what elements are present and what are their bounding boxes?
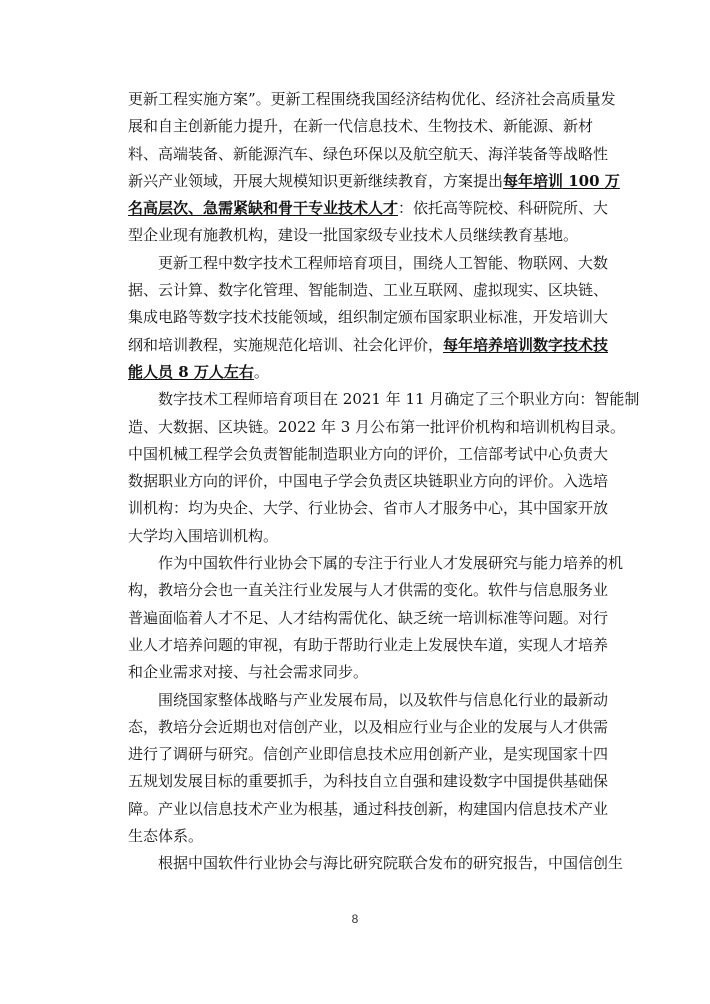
highlighted-text: 能人员 8 万人左右 bbox=[128, 362, 254, 381]
body-text bbox=[128, 86, 640, 878]
paragraph bbox=[128, 250, 609, 386]
text-line bbox=[128, 632, 609, 659]
text-segment: 普遍面临着人才不足、人才结构需优化、缺乏统一培训标准等问题。对行 bbox=[128, 608, 609, 627]
text-segment: 围绕国家整体战略与产业发展布局，以及软件与信息化行业的最新动 bbox=[158, 690, 609, 709]
highlighted-text: 名高层次、急需紧缺和骨干专业技术人才 bbox=[128, 199, 399, 218]
text-line bbox=[128, 222, 600, 249]
text-line bbox=[128, 768, 609, 795]
text-segment: ：依托高等院校、科研院所、大 bbox=[398, 199, 609, 218]
text-line bbox=[128, 141, 609, 168]
text-segment: 中国机械工程学会负责智能制造职业方向的评价，工信部考试中心负责大 bbox=[128, 444, 609, 463]
highlighted-text: 每年培训 100 万 bbox=[503, 171, 620, 190]
paragraph bbox=[128, 687, 609, 851]
text-segment: 料、高端装备、新能源汽车、绿色环保以及航空航天、海洋装备等战略性 bbox=[128, 144, 609, 163]
text-segment: 纲和培训教程，实施规范化培训、社会化评价， bbox=[128, 335, 444, 354]
highlighted-text: 每年培养培训数字技术技 bbox=[443, 335, 609, 354]
text-line bbox=[128, 359, 600, 386]
text-line bbox=[128, 850, 624, 877]
text-segment: 大学均入围培训机构。 bbox=[128, 526, 279, 545]
text-line bbox=[128, 441, 609, 468]
text-segment: 进行了调研与研究。信创产业即信息技术应用创新产业，是实现国家十四 bbox=[128, 745, 609, 764]
text-line bbox=[128, 495, 609, 522]
text-segment: 障。产业以信息技术产业为根基，通过科技创新，构建国内信息技术产业 bbox=[128, 799, 609, 818]
text-line bbox=[128, 577, 609, 604]
text-line bbox=[128, 386, 640, 413]
text-line bbox=[128, 250, 609, 277]
text-segment: 构，教培分会也一直关注行业发展与人才供需的变化。软件与信息服务业 bbox=[128, 581, 609, 600]
text-segment: 作为中国软件行业协会下属的专注于行业人才发展研究与能力培养的机 bbox=[158, 554, 624, 573]
text-segment: 业人才培养问题的审视，有助于帮助行业走上发展快车道，实现人才培养 bbox=[128, 635, 609, 654]
text-line bbox=[128, 741, 609, 768]
text-line bbox=[128, 86, 616, 113]
text-segment: 更新工程中数字技术工程师培育项目，围绕人工智能、物联网、大数 bbox=[158, 253, 609, 272]
text-segment: 数据职业方向的评价，中国电子学会负责区块链职业方向的评价。入选培 bbox=[128, 472, 609, 491]
text-line bbox=[128, 168, 620, 195]
paragraph bbox=[128, 86, 620, 250]
text-segment: 新兴产业领域，开展大规模知识更新继续教育，方案提出 bbox=[128, 171, 504, 190]
text-line bbox=[128, 332, 609, 359]
text-segment: 。 bbox=[253, 362, 269, 381]
text-line bbox=[128, 195, 609, 222]
text-line bbox=[128, 550, 624, 577]
text-line bbox=[128, 605, 609, 632]
text-segment: 据、云计算、数字化管理、智能制造、工业互联网、虚拟现实、区块链、 bbox=[128, 281, 609, 300]
text-line bbox=[128, 523, 600, 550]
text-line bbox=[128, 659, 600, 686]
text-segment: 集成电路等数字技术技能领域，组织制定颁布国家职业标准，开发培训大 bbox=[128, 308, 609, 327]
text-segment: 型企业现有施教机构，建设一批国家级专业技术人员继续教育基地。 bbox=[128, 226, 579, 245]
text-line bbox=[128, 277, 609, 304]
paragraph bbox=[128, 850, 624, 877]
text-segment: 更新工程实施方案”。更新工程围绕我国经济结构优化、经济社会高质量发 bbox=[128, 90, 616, 108]
text-segment: 五规划发展目标的重要抓手，为科技自立自强和建设数字中国提供基础保 bbox=[128, 772, 609, 791]
text-segment: 根据中国软件行业协会与海比研究院联合发布的研究报告，中国信创生 bbox=[158, 854, 624, 873]
paragraph bbox=[128, 386, 640, 550]
text-segment: 训机构：均为央企、大学、行业协会、省市人才服务中心，其中国家开放 bbox=[128, 499, 609, 518]
text-segment: 造、大数据、区块链。2022 年 3 月公布第一批评价机构和培训机构目录。 bbox=[128, 417, 626, 436]
text-line bbox=[128, 796, 609, 823]
text-line bbox=[128, 823, 600, 850]
text-segment: 生态体系。 bbox=[128, 827, 204, 846]
page-number: 8 bbox=[351, 912, 359, 926]
text-segment: 和企业需求对接、与社会需求同步。 bbox=[128, 663, 369, 682]
text-segment: 展和自主创新能力提升，在新一代信息技术、生物技术、新能源、新材 bbox=[128, 117, 594, 136]
text-segment: 态，教培分会近期也对信创产业，以及相应行业与企业的发展与人才供需 bbox=[128, 717, 609, 736]
text-line bbox=[128, 113, 600, 140]
text-line bbox=[128, 687, 609, 714]
text-line bbox=[128, 414, 626, 441]
text-line bbox=[128, 304, 609, 331]
text-segment: 数字技术工程师培育项目在 2021 年 11 月确定了三个职业方向：智能制 bbox=[158, 390, 640, 409]
text-line bbox=[128, 468, 609, 495]
paragraph bbox=[128, 550, 624, 686]
text-line bbox=[128, 714, 609, 741]
